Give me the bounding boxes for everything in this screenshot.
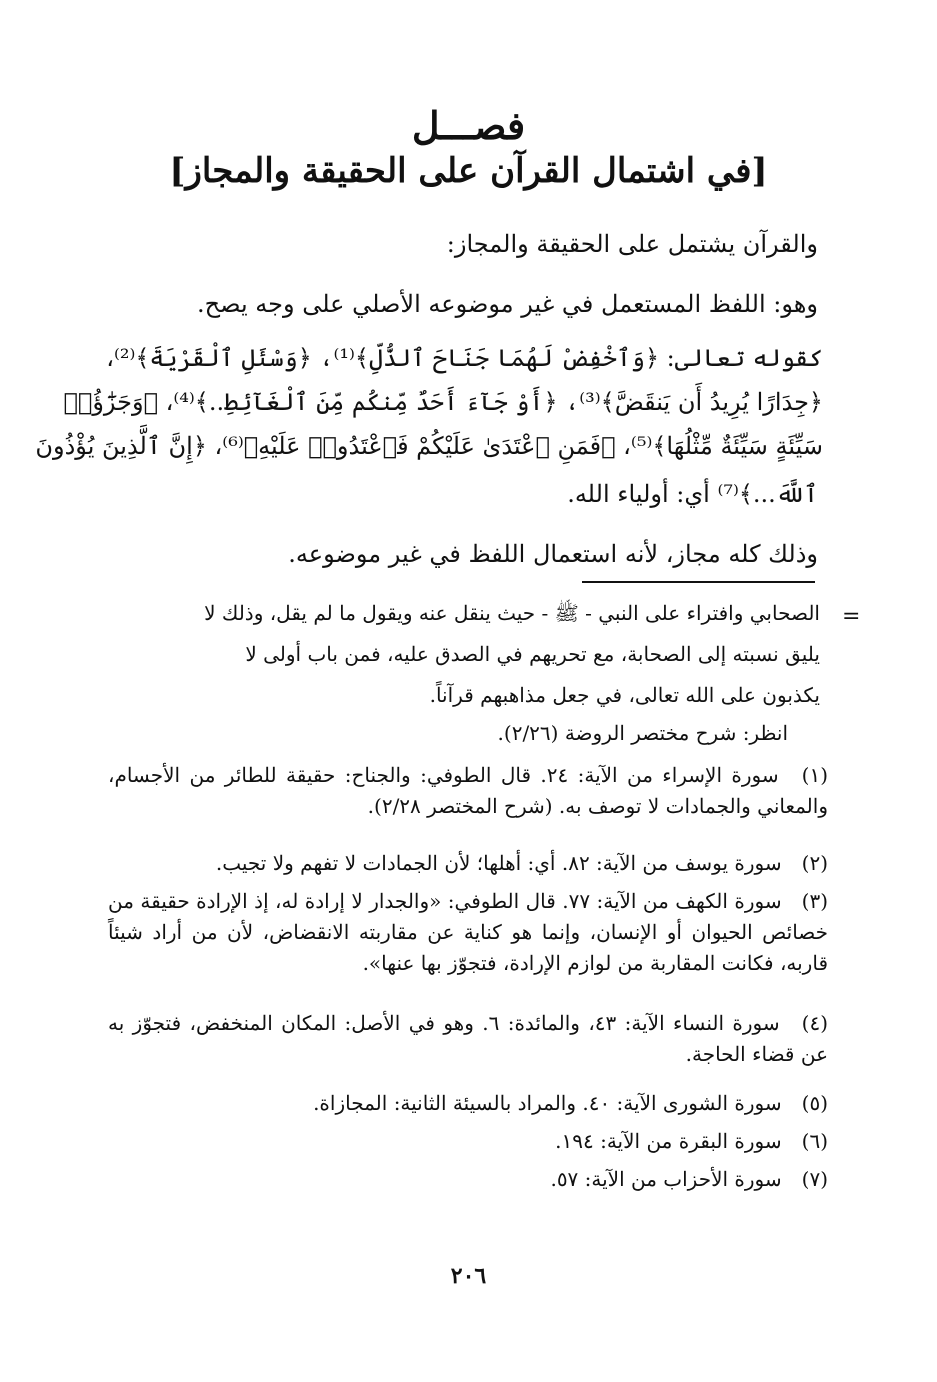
footnote-number: (٢) bbox=[801, 851, 828, 875]
footnote-text: سورة الأحزاب من الآية: ٥٧. bbox=[550, 1167, 782, 1191]
footnote-continued-line-4: انظر: شرح مختصر الروضة (٢/٢٦). bbox=[497, 721, 788, 745]
footnote-text: سورة الكهف من الآية: ٧٧. قال الطوفي: «والجدار لا إرادة له، إذ الإرادة حقيقة من خصائص الحيوان أو الإنسان، وإنما هو كناية عن مقاربته الانقضاض، لأن من أراد شيئاً قاربه، فكانت المقاربة من لوازم الإرادة، فتجوّز بها عنها». bbox=[108, 889, 828, 975]
footnote-5 bbox=[108, 1088, 828, 1119]
footnote-3 bbox=[108, 886, 828, 979]
examples-line-3: سَيِّئَةٍ سَيِّئَةٌ مِّثْلُهَا﴾⁽⁵⁾، ﴿فَمَنِ ٱعْتَدَىٰ عَلَيْكُمْ فَٱعْتَدُوا۟ عَلَيْهِ﴾⁽⁶⁾، ﴿إِنَّ ٱلَّذِينَ يُؤْذُونَ bbox=[35, 432, 823, 460]
body-intro: والقرآن يشتمل على الحقيقة والمجاز: bbox=[446, 230, 818, 258]
examples-line-4: ٱللَّهَ...﴾⁽⁷⁾ أي: أولياء الله. bbox=[567, 480, 818, 508]
examples-line-2: ﴿جِدَارًا يُرِيدُ أَن يَنقَضَّ﴾⁽³⁾، ﴿أَوْ جَآءَ أَحَدٌ مِّنكُم مِّنَ ٱلْغَآئِطِ..﴾⁽⁴⁾، ﴿وَجَزَٰٓؤُا۟ bbox=[63, 388, 823, 416]
footnote-continued-line-3: يكذبون على الله تعالى، في جعل مذاهبهم قرآناً. bbox=[429, 683, 820, 707]
chapter-subtitle: [في اشتمال القرآن على الحقيقة والمجاز] bbox=[169, 151, 768, 191]
footnote-4 bbox=[108, 1008, 828, 1070]
page-number: ٢٠٦ bbox=[450, 1263, 487, 1289]
footnote-number: (٥) bbox=[801, 1091, 828, 1115]
footnote-text: سورة الشورى الآية: ٤٠. والمراد بالسيئة الثانية: المجازاة. bbox=[313, 1091, 782, 1115]
footnote-text: سورة الإسراء من الآية: ٢٤. قال الطوفي: والجناح: حقيقة للطائر من الأجسام، والمعاني والجمادات لا توصف به. (شرح المختصر ٢/٢٨). bbox=[108, 763, 828, 818]
footnote-text: سورة يوسف من الآية: ٨٢. أي: أهلها؛ لأن الجمادات لا تفهم ولا تجيب. bbox=[215, 851, 782, 875]
footnote-number: (١) bbox=[801, 763, 829, 787]
footnote-number: (٣) bbox=[801, 889, 829, 913]
footnote-number: (٧) bbox=[801, 1167, 828, 1191]
footnote-1 bbox=[108, 760, 828, 822]
body-conclusion: وذلك كله مجاز، لأنه استعمال اللفظ في غير موضوعه. bbox=[288, 540, 818, 568]
footnote-text: سورة البقرة من الآية: ١٩٤. bbox=[555, 1129, 782, 1153]
footnote-2 bbox=[108, 848, 828, 879]
footnote-6 bbox=[108, 1126, 828, 1157]
footnote-separator bbox=[582, 581, 815, 583]
footnote-text: سورة النساء الآية: ٤٣، والمائدة: ٦. وهو في الأصل: المكان المنخفض، فتجوّز به عن قضاء الحاجة. bbox=[108, 1011, 828, 1066]
body-definition: وهو: اللفظ المستعمل في غير موضوعه الأصلي على وجه يصح. bbox=[197, 290, 818, 318]
footnote-continued-line-1: الصحابي وافتراء على النبي - ﷺ - حيث ينقل عنه ويقول ما لم يقل، وذلك لا bbox=[204, 601, 820, 625]
footnote-continued-line-2: يليق نسبته إلى الصحابة، مع تحريهم في الصدق عليه، فمن باب أولى لا bbox=[245, 642, 820, 666]
examples-line-1: كقوله تعالى: ﴿وَٱخْفِضْ لَهُمَا جَنَاحَ ٱلذُّلِّ﴾⁽¹⁾، ﴿وَسْئَلِ ٱلْقَرْيَةَ﴾⁽²⁾، bbox=[106, 344, 823, 372]
footnote-number: (٦) bbox=[801, 1129, 828, 1153]
footnote-number: (٤) bbox=[801, 1011, 829, 1035]
footnote-7 bbox=[108, 1164, 828, 1195]
footnote-continuation-mark: = bbox=[842, 604, 861, 629]
chapter-title: فصـــل bbox=[411, 103, 526, 148]
